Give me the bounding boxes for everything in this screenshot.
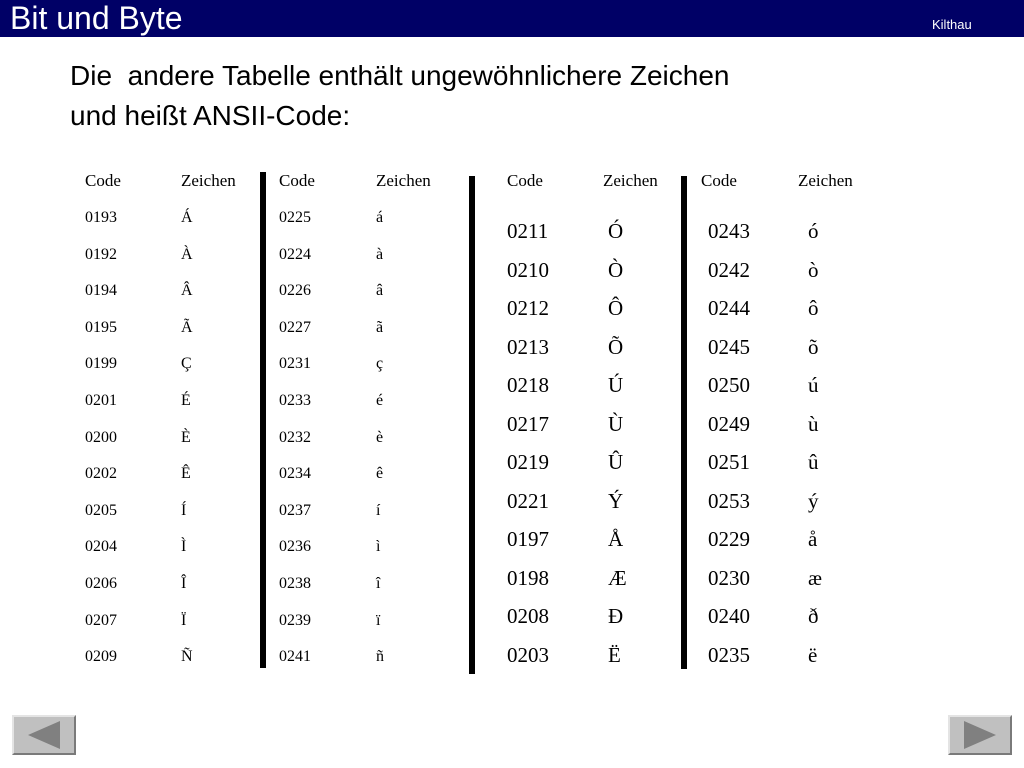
- char-cell: ð: [808, 604, 819, 628]
- char-cell: ì: [376, 538, 381, 556]
- code-cell: 0194: [85, 282, 117, 300]
- code-cell: 0205: [85, 501, 117, 519]
- code-cell: 0210: [507, 257, 549, 282]
- char-cell: Đ: [608, 604, 624, 628]
- char-cell: ù: [808, 411, 819, 436]
- code-cell: 0195: [85, 318, 117, 336]
- char-cell: Â: [181, 282, 193, 300]
- code-cell: 0217: [507, 411, 549, 436]
- code-cell: 0233: [279, 392, 311, 409]
- code-cell: 0201: [85, 392, 117, 409]
- code-cell: 0242: [708, 257, 750, 282]
- char-cell: Ò: [608, 257, 624, 282]
- char-cell: í: [376, 501, 381, 519]
- code-cell: 0236: [279, 538, 311, 556]
- char-cell: ñ: [376, 648, 384, 666]
- author-label: Kilthau: [932, 17, 972, 32]
- char-cell: Á: [181, 209, 193, 226]
- char-cell: î: [376, 575, 381, 592]
- char-cell: Ì: [181, 538, 187, 556]
- code-cell: 0199: [85, 355, 117, 373]
- char-cell: â: [376, 282, 384, 300]
- code-cell: 0253: [708, 488, 750, 513]
- code-cell: 0203: [507, 642, 549, 667]
- char-cell: Ñ: [181, 648, 193, 666]
- char-cell: Ï: [181, 611, 187, 629]
- code-cell: 0197: [507, 527, 549, 551]
- char-cell: È: [181, 428, 191, 446]
- char-cell: Ë: [608, 642, 621, 667]
- code-cell: 0221: [507, 488, 549, 513]
- char-cell: Õ: [608, 334, 624, 359]
- table-divider: [469, 176, 475, 674]
- char-cell: ý: [808, 488, 819, 513]
- code-cell: 0243: [708, 219, 750, 243]
- code-cell: 0224: [279, 245, 311, 263]
- code-cell: 0211: [507, 219, 549, 243]
- char-cell: è: [376, 428, 384, 446]
- char-cell: Î: [181, 575, 187, 592]
- char-cell: ú: [808, 373, 819, 397]
- char-cell: Ç: [181, 355, 192, 373]
- code-cell: 0231: [279, 355, 311, 373]
- table-divider: [681, 176, 687, 669]
- triangle-right-icon: [950, 717, 1010, 753]
- char-cell: ô: [808, 296, 819, 320]
- code-cell: 0241: [279, 648, 311, 666]
- col-header-code: Code: [507, 171, 543, 190]
- char-cell: Û: [608, 450, 624, 474]
- char-cell: Ù: [608, 411, 624, 436]
- char-cell: Ó: [608, 219, 624, 243]
- code-cell: 0200: [85, 428, 117, 446]
- code-cell: 0219: [507, 450, 549, 474]
- code-cell: 0227: [279, 318, 311, 336]
- code-cell: 0207: [85, 611, 117, 629]
- code-cell: 0234: [279, 465, 311, 483]
- char-cell: à: [376, 245, 384, 263]
- char-cell: Ã: [181, 318, 193, 336]
- char-cell: ï: [376, 611, 381, 629]
- slide-title: Bit und Byte: [10, 0, 183, 36]
- subtitle-line-1: Die andere Tabelle enthält ungewöhnlichere Zeichen: [70, 60, 730, 91]
- col-header-char: Zeichen: [798, 171, 853, 190]
- char-cell: Æ: [608, 565, 627, 590]
- char-cell: á: [376, 209, 384, 226]
- char-cell: ã: [376, 318, 384, 336]
- col-header-char: Zeichen: [376, 171, 431, 190]
- next-slide-button[interactable]: [948, 715, 1012, 755]
- char-cell: É: [181, 392, 191, 409]
- code-cell: 0229: [708, 527, 750, 551]
- code-cell: 0244: [708, 296, 750, 320]
- code-cell: 0198: [507, 565, 549, 590]
- code-cell: 0204: [85, 538, 117, 556]
- triangle-left-icon: [14, 717, 74, 753]
- char-cell: ó: [808, 219, 819, 243]
- code-cell: 0230: [708, 565, 750, 590]
- char-cell: ë: [808, 642, 818, 667]
- char-cell: Å: [608, 527, 624, 551]
- code-cell: 0249: [708, 411, 750, 436]
- code-cell: 0208: [507, 604, 549, 628]
- table-divider: [260, 172, 266, 668]
- char-cell: û: [808, 450, 819, 474]
- code-cell: 0212: [507, 296, 549, 320]
- char-cell: ê: [376, 465, 384, 483]
- col-header-code: Code: [85, 171, 121, 190]
- char-cell: õ: [808, 334, 819, 359]
- col-header-char: Zeichen: [603, 171, 658, 190]
- col-header-char: Zeichen: [181, 171, 236, 190]
- code-cell: 0226: [279, 282, 311, 300]
- col-header-code: Code: [701, 171, 737, 190]
- char-cell: Ô: [608, 296, 624, 320]
- subtitle-line-2: und heißt ANSII-Code:: [70, 100, 351, 131]
- code-cell: 0251: [708, 450, 750, 474]
- code-cell: 0235: [708, 642, 750, 667]
- char-cell: ò: [808, 257, 819, 282]
- code-cell: 0202: [85, 465, 117, 483]
- char-cell: æ: [808, 565, 823, 590]
- code-cell: 0245: [708, 334, 750, 359]
- code-cell: 0206: [85, 575, 117, 592]
- char-cell: ç: [376, 355, 384, 373]
- char-cell: å: [808, 527, 818, 551]
- char-cell: é: [376, 392, 384, 409]
- code-cell: 0239: [279, 611, 311, 629]
- code-cell: 0238: [279, 575, 311, 592]
- code-cell: 0237: [279, 501, 311, 519]
- char-cell: Ú: [608, 373, 624, 397]
- code-cell: 0250: [708, 373, 750, 397]
- char-cell: Ê: [181, 465, 191, 483]
- char-cell: Í: [181, 501, 187, 519]
- code-cell: 0225: [279, 209, 311, 226]
- code-cell: 0209: [85, 648, 117, 666]
- prev-slide-button[interactable]: [12, 715, 76, 755]
- char-cell: Ý: [608, 488, 624, 513]
- code-cell: 0218: [507, 373, 549, 397]
- code-cell: 0232: [279, 428, 311, 446]
- col-header-code: Code: [279, 171, 315, 190]
- char-cell: À: [181, 245, 193, 263]
- code-cell: 0193: [85, 209, 117, 226]
- code-cell: 0213: [507, 334, 549, 359]
- code-cell: 0240: [708, 604, 750, 628]
- code-cell: 0192: [85, 245, 117, 263]
